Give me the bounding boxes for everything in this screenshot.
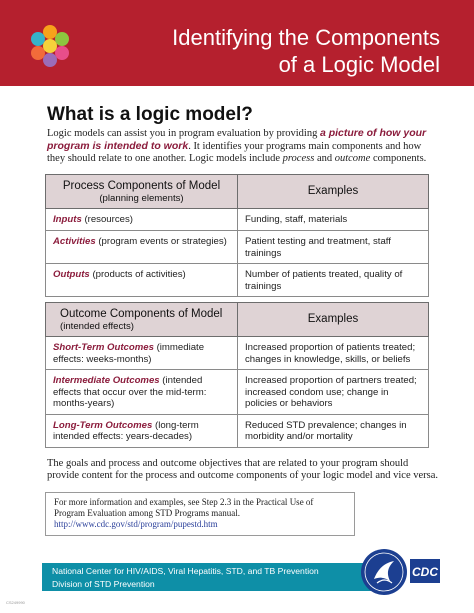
component-cell: [46, 264, 238, 297]
process-col-title: Process Components of Model: [62, 180, 221, 192]
cdc-logo-text: CDC: [412, 565, 438, 579]
example-cell: Reduced STD prevalence; changes in morbidity and/or mortality: [238, 414, 429, 447]
table-header-row: [46, 175, 429, 209]
page-title-line2: of a Logic Model: [278, 52, 440, 77]
table-row: [46, 414, 429, 447]
footer-bar: [42, 563, 392, 591]
hhs-eagle-seal-icon: [361, 549, 407, 595]
component-term: Activities: [53, 236, 96, 247]
manual-link[interactable]: http://www.cdc.gov/std/program/pupestd.htm: [54, 519, 218, 529]
process-col-header: [46, 175, 238, 209]
examples-col-header: Examples: [238, 175, 429, 209]
component-term: Long-Term Outcomes: [53, 419, 153, 431]
info-text: For more information and examples, see Step 2.3 in the Practical Use of Program Evaluation among STD Programs manual.: [54, 497, 314, 518]
component-desc: (intended effects that occur over the mid-term: months-years): [53, 375, 207, 409]
component-desc: (resources): [81, 214, 133, 225]
cdc-hhs-logo: [360, 545, 442, 599]
intro-text-1: Logic models can assist you in program evaluation by providing: [47, 128, 320, 139]
component-cell: [46, 337, 238, 370]
component-cell: [46, 231, 238, 264]
process-components-table: [45, 174, 429, 297]
component-term: Short-Term Outcomes: [53, 342, 154, 353]
colorful-circles-logo-icon: [24, 20, 76, 72]
table-header-row: [46, 303, 429, 337]
page-title: [120, 24, 440, 78]
footer-division-name: Division of STD Prevention: [52, 579, 155, 589]
example-cell: Number of patients treated, quality of trainings: [238, 264, 429, 297]
document-code: CS249990: [6, 600, 25, 605]
component-term: Outputs: [53, 269, 90, 280]
component-desc: (products of activities): [89, 269, 186, 280]
footer-center-name: National Center for HIV/AIDS, Viral Hepatitis, STD, and TB Prevention: [52, 566, 319, 576]
component-cell: [46, 209, 238, 231]
component-desc: (immediate effects: weeks-months): [53, 342, 205, 365]
outro-paragraph: The goals and process and outcome objectives that are related to your program should provide content for the process and outcome components of your logic model and vice versa.: [47, 458, 439, 481]
examples-col-header: Examples: [238, 303, 429, 337]
component-term: Inputs: [53, 214, 82, 225]
header-banner: [0, 0, 474, 86]
component-cell: [46, 414, 238, 447]
info-box: [45, 492, 355, 536]
example-cell: Patient testing and treatment, staff trainings: [238, 231, 429, 264]
outcome-components-table: [45, 302, 429, 448]
intro-text-and: and: [314, 153, 335, 164]
component-desc: (long-term intended effects: years-decades): [53, 419, 199, 442]
outcome-col-header: [46, 303, 238, 337]
example-cell: Funding, staff, materials: [238, 209, 429, 231]
intro-paragraph: [47, 127, 439, 165]
table-row: [46, 231, 429, 264]
example-cell: Increased proportion of patients treated; changes in knowledge, skills, or beliefs: [238, 337, 429, 370]
intro-text-2: . It identifies your programs main components and how they should relate to one another. Logic models include: [47, 141, 422, 164]
example-cell: Increased proportion of partners treated; increased condom use; change in policies or behaviors: [238, 370, 429, 415]
outcome-col-subtitle: (intended effects): [60, 321, 134, 332]
table-row: [46, 370, 429, 415]
table-row: [46, 209, 429, 231]
page-title-line1: Identifying the Components: [172, 25, 440, 50]
intro-outcome-term: outcome: [334, 153, 371, 164]
table-row: [46, 337, 429, 370]
component-desc: (program events or strategies): [95, 236, 227, 247]
component-term: Intermediate Outcomes: [53, 375, 160, 386]
intro-text-end: components.: [370, 153, 427, 164]
process-col-subtitle: (planning elements): [99, 193, 184, 204]
section-heading: What is a logic model?: [47, 104, 253, 125]
intro-highlight: a picture of how your program is intended to work: [47, 127, 427, 152]
component-cell: [46, 370, 238, 415]
table-row: [46, 264, 429, 297]
outcome-col-title: Outcome Components of Model: [60, 308, 223, 320]
intro-process-term: process: [282, 153, 315, 164]
